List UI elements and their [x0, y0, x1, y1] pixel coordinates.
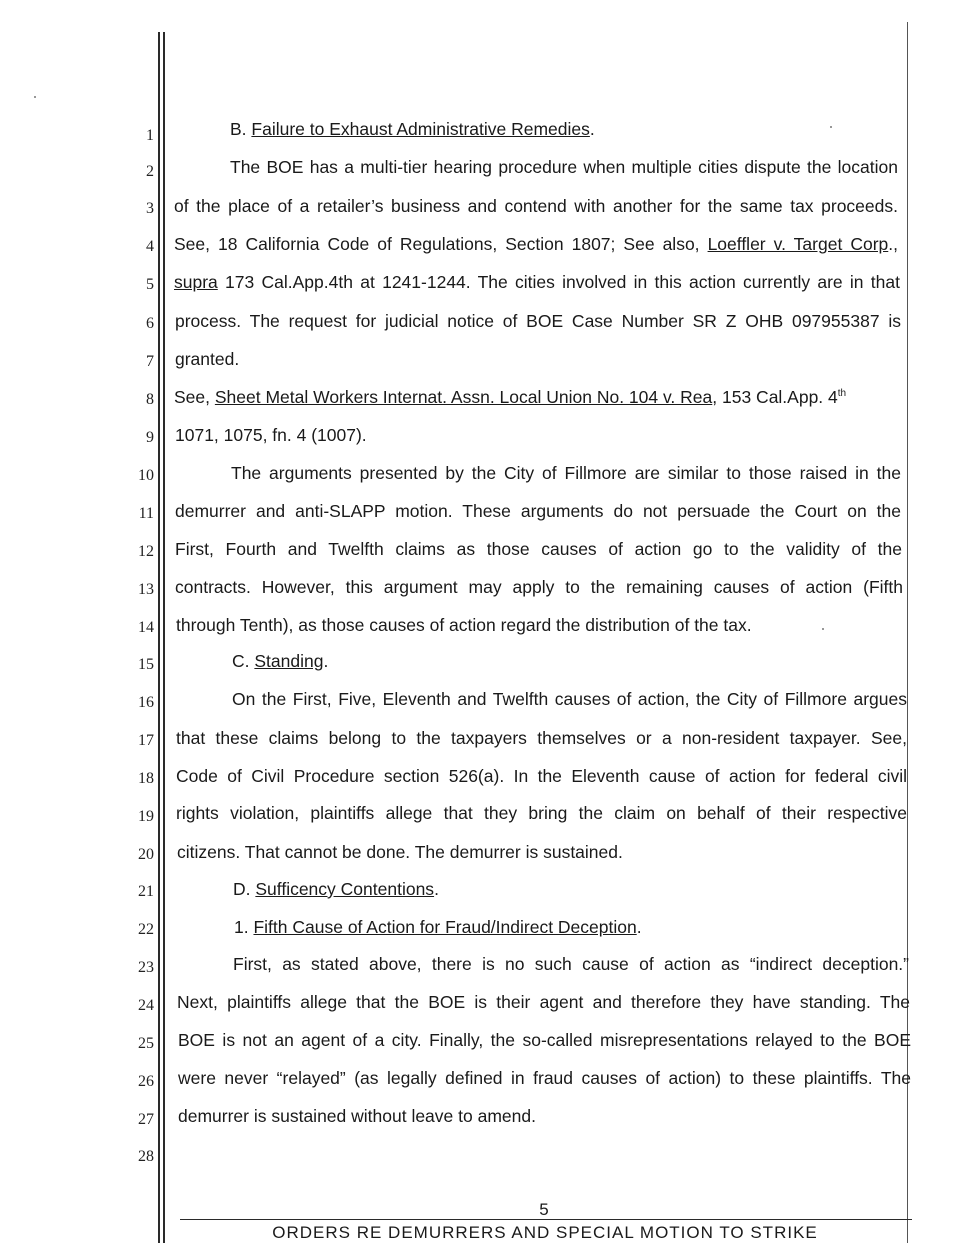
- text-line: [175, 424, 367, 446]
- line-number: 26: [138, 1073, 154, 1090]
- left-margin-rule-outer: [158, 32, 160, 1243]
- underlined-citation: Sheet Metal Workers Internat. Assn. Local Union No. 104 v. Rea: [214, 387, 713, 407]
- line-number: 14: [138, 619, 154, 636]
- text-line: [233, 953, 909, 975]
- text-run: The BOE has a multi-tier hearing procedure when multiple cities dispute the location: [230, 157, 898, 177]
- text-run: BOE is not an agent of a city. Finally, the so-called misrepresentations relayed to the BOE: [178, 1030, 911, 1050]
- text-line: [232, 688, 907, 710]
- text-run: demurrer is sustained without leave to amend.: [178, 1106, 536, 1126]
- text-run: See, 18 California Code of Regulations, Section 1807; See also,: [174, 234, 708, 254]
- page-number: 5: [539, 1200, 549, 1219]
- text-line: [175, 500, 901, 522]
- line-number: 25: [138, 1035, 154, 1052]
- line-number: 6: [146, 315, 154, 332]
- text-run: .,: [888, 234, 898, 254]
- line-number: 10: [138, 467, 154, 484]
- underlined-citation: supra: [174, 272, 218, 292]
- line-number: 13: [138, 581, 154, 598]
- text-line: [175, 310, 901, 332]
- line-number: 1: [146, 127, 154, 144]
- text-line: [232, 650, 328, 672]
- text-line: [177, 841, 623, 863]
- line-number: 28: [138, 1148, 154, 1165]
- line-number: 21: [138, 883, 154, 900]
- text-run: First, Fourth and Twelfth claims as those causes of action go to the validity of the: [175, 539, 902, 559]
- text-run: First, as stated above, there is no such cause of action as “indirect deception.”: [233, 954, 909, 974]
- text-line: [175, 538, 902, 560]
- text-line: [177, 991, 910, 1013]
- text-run: .: [589, 119, 595, 139]
- text-run: citizens. That cannot be done. The demurrer is sustained.: [177, 842, 623, 862]
- text-run: rights violation, plaintiffs allege that they bring the claim on behalf of their respective: [176, 803, 907, 823]
- line-number: 24: [138, 997, 154, 1014]
- underlined-citation: Sufficency Contentions: [255, 879, 435, 899]
- text-run: contracts. However, this argument may apply to the remaining causes of action (Fifth: [175, 577, 903, 597]
- text-run: C.: [232, 651, 255, 671]
- line-number: 23: [138, 959, 154, 976]
- right-margin-rule: [907, 22, 908, 1243]
- text-line: [175, 348, 239, 370]
- line-number: 3: [146, 200, 154, 217]
- line-number: 11: [138, 505, 154, 522]
- line-number: 22: [138, 921, 154, 938]
- footer-title: ORDERS RE DEMURRERS AND SPECIAL MOTION TO STRIKE: [272, 1223, 818, 1242]
- underlined-citation: Fifth Cause of Action for Fraud/Indirect Deception: [253, 917, 637, 937]
- text-run: See,: [174, 387, 215, 407]
- text-run: Code of Civil Procedure section 526(a). In the Eleventh cause of action for federal civil: [176, 766, 907, 786]
- text-run: On the First, Five, Eleventh and Twelfth causes of action, the City of Fillmore argues: [232, 689, 907, 709]
- scan-speck: [34, 96, 36, 98]
- text-run: 1071, 1075, fn. 4 (1007).: [175, 425, 367, 445]
- text-run: 173 Cal.App.4th at 1241-1244. The cities involved in this action currently are in that: [217, 272, 900, 292]
- text-run: through Tenth), as those causes of action regard the distribution of the tax.: [176, 615, 752, 635]
- text-line: [176, 802, 907, 824]
- text-run: that these claims belong to the taxpayers themselves or a non-resident taxpayer. See,: [176, 728, 907, 748]
- scan-speck: [822, 628, 824, 630]
- line-number: 16: [138, 694, 154, 711]
- left-margin-rule-inner: [163, 32, 165, 1243]
- text-run: of the place of a retailer’s business and contend with another for the same tax proceeds.: [174, 196, 898, 216]
- text-line: [178, 1105, 536, 1127]
- text-run: Next, plaintiffs allege that the BOE is their agent and therefore they have standing. The: [177, 992, 910, 1012]
- text-run: .: [434, 879, 439, 899]
- text-line: [233, 878, 439, 900]
- line-number: 7: [146, 353, 154, 370]
- text-run: demurrer and anti-SLAPP motion. These arguments do not persuade the Court on the: [175, 501, 901, 521]
- underlined-citation: Standing: [254, 651, 324, 671]
- text-line: [176, 727, 907, 749]
- text-line: [174, 233, 898, 255]
- underlined-citation: Loeffler v. Target Corp: [707, 234, 889, 254]
- line-number: 20: [138, 846, 154, 863]
- text-line: [174, 271, 900, 293]
- text-line: [175, 576, 903, 598]
- line-number: 8: [146, 391, 154, 408]
- text-run: The arguments presented by the City of Fillmore are similar to those raised in the: [231, 463, 901, 483]
- text-line: [230, 156, 898, 178]
- text-run: granted.: [175, 349, 240, 369]
- text-line: [174, 195, 898, 217]
- line-number: 15: [138, 656, 154, 673]
- text-run: were never “relayed” (as legally defined in fraud causes of action) to these plaintiffs. The: [178, 1068, 911, 1088]
- text-line: [176, 765, 907, 787]
- text-line: [178, 1067, 911, 1089]
- text-line: [178, 1029, 911, 1051]
- line-number: 19: [138, 808, 154, 825]
- line-number: 5: [146, 276, 154, 293]
- underlined-citation: Failure to Exhaust Administrative Remedies: [251, 119, 590, 139]
- text-line: [176, 614, 752, 636]
- text-line: [174, 386, 846, 408]
- text-line: [234, 916, 642, 938]
- text-run: .: [323, 651, 329, 671]
- text-line: [231, 462, 901, 484]
- text-run: B.: [230, 119, 252, 139]
- line-number: 4: [146, 238, 154, 255]
- text-run: .: [636, 917, 642, 937]
- line-number: 17: [138, 732, 154, 749]
- text-run: D.: [233, 879, 256, 899]
- superscript: th: [837, 388, 847, 400]
- scan-speck: [830, 126, 832, 128]
- text-run: , 153 Cal.App. 4: [712, 387, 838, 407]
- line-number: 27: [138, 1111, 154, 1128]
- line-number: 18: [138, 770, 154, 787]
- line-number: 12: [138, 543, 154, 560]
- text-run: 1.: [234, 917, 254, 937]
- text-line: [230, 118, 595, 140]
- line-number: 2: [146, 163, 154, 180]
- text-run: process. The request for judicial notice of BOE Case Number SR Z OHB 097955387 is: [175, 311, 901, 331]
- line-number: 9: [146, 429, 154, 446]
